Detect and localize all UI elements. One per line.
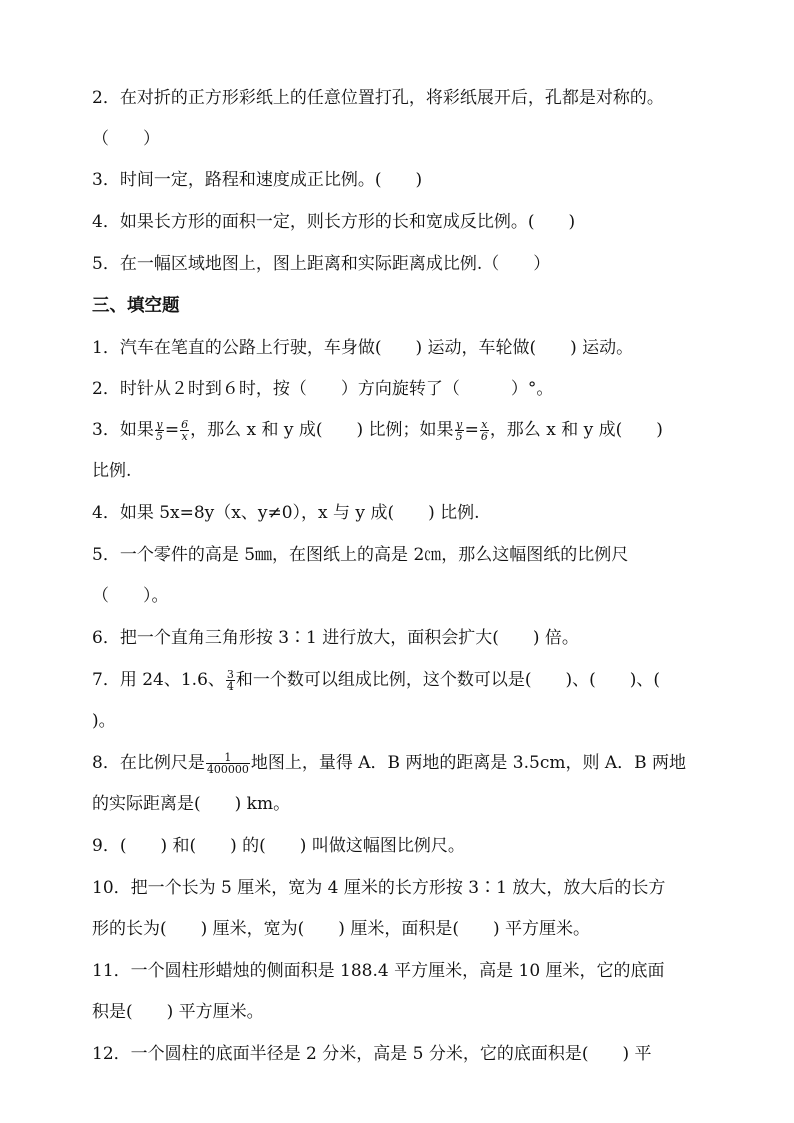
judge-item-3: 3．时间一定，路程和速度成正比例。( ): [92, 170, 423, 190]
fill-item-8: [92, 751, 686, 775]
fill-item-6: 6．把一个直角三角形按 3∶1 进行放大，面积会扩大( ) 倍。: [92, 628, 579, 648]
fill-item-10-continuation: 形的长为( ) 厘米，宽为( ) 厘米，面积是( ) 平方厘米。: [92, 919, 591, 939]
fill-item-7-continuation: )。: [92, 711, 116, 731]
fill-item-7: [92, 668, 660, 692]
fill-item-1: 1．汽车在笔直的公路上行驶，车身做( ) 运动，车轮做( ) 运动。: [92, 338, 634, 358]
fill-item-3-text-a: 3．如果: [92, 420, 154, 440]
fill-item-4: 4．如果 5x=8y（x、y≠0），x 与 y 成( ) 比例.: [92, 503, 480, 523]
fill-item-3-text-b: ，那么 x 和 y 成( ) 比例；如果: [190, 420, 454, 440]
fill-item-8-continuation: 的实际距离是( ) km。: [92, 794, 291, 814]
judge-item-4: 4．如果长方形的面积一定，则长方形的长和宽成反比例。( ): [92, 212, 576, 232]
fraction-6-over-x: $\frac{6}{x}$: [181, 418, 189, 443]
fraction-y-over-5: $\frac{y}{5}$: [155, 418, 163, 443]
fill-item-5-continuation: （ ）。: [92, 586, 169, 606]
fill-item-9: 9．( ) 和( ) 的( ) 叫做这幅图比例尺。: [92, 836, 465, 856]
fraction-y-over-5-second: $\frac{y}{5}$: [455, 418, 463, 443]
fraction-1-over-400000: $\frac{1}{400000}$: [206, 751, 249, 776]
fill-item-3-continuation: 比例.: [92, 461, 132, 481]
fill-item-8-text-b: 地图上，量得 A．B 两地的距离是 3.5cm，则 A．B 两地: [250, 753, 687, 773]
fill-item-3-text-c: ，那么 x 和 y 成( ): [489, 420, 663, 440]
fill-item-2: 2．时针从２时到６时，按（ ）方向旋转了（ ）°。: [92, 379, 554, 399]
equals-sign-second: =: [464, 420, 479, 440]
fill-item-3: [92, 418, 663, 442]
judge-item-2-answer-bracket: （ ）: [92, 129, 160, 149]
fill-item-7-text-a: 7．用 24、1.6、: [92, 670, 225, 690]
fill-item-7-text-b: 和一个数可以组成比例，这个数可以是( )、( )、(: [235, 670, 661, 690]
judge-item-5: 5．在一幅区域地图上，图上距离和实际距离成比例.（ ）: [92, 254, 551, 274]
fill-item-11-continuation: 积是( ) 平方厘米。: [92, 1002, 264, 1022]
fraction-3-over-4: $\frac{3}{4}$: [226, 668, 234, 693]
fraction-x-over-6: $\frac{x}{6}$: [480, 418, 488, 443]
fill-item-11: 11．一个圆柱形蜡烛的侧面积是 188.4 平方厘米，高是 10 厘米，它的底面: [92, 961, 665, 981]
fill-item-12: 12．一个圆柱的底面半径是 2 分米，高是 5 分米，它的底面积是( ) 平: [92, 1044, 652, 1064]
judge-item-2: 2．在对折的正方形彩纸上的任意位置打孔，将彩纸展开后，孔都是对称的。: [92, 88, 664, 108]
section-heading-fill-in: 三、填空题: [92, 296, 180, 316]
equals-sign: =: [164, 420, 180, 440]
fill-item-8-text-a: 8．在比例尺是: [92, 753, 205, 773]
fill-item-10: 10．把一个长为 5 厘米，宽为 4 厘米的长方形按 3∶1 放大，放大后的长方: [92, 878, 666, 898]
fill-item-5: 5．一个零件的高是 5㎜，在图纸上的高是 2㎝，那么这幅图纸的比例尺: [92, 545, 629, 565]
